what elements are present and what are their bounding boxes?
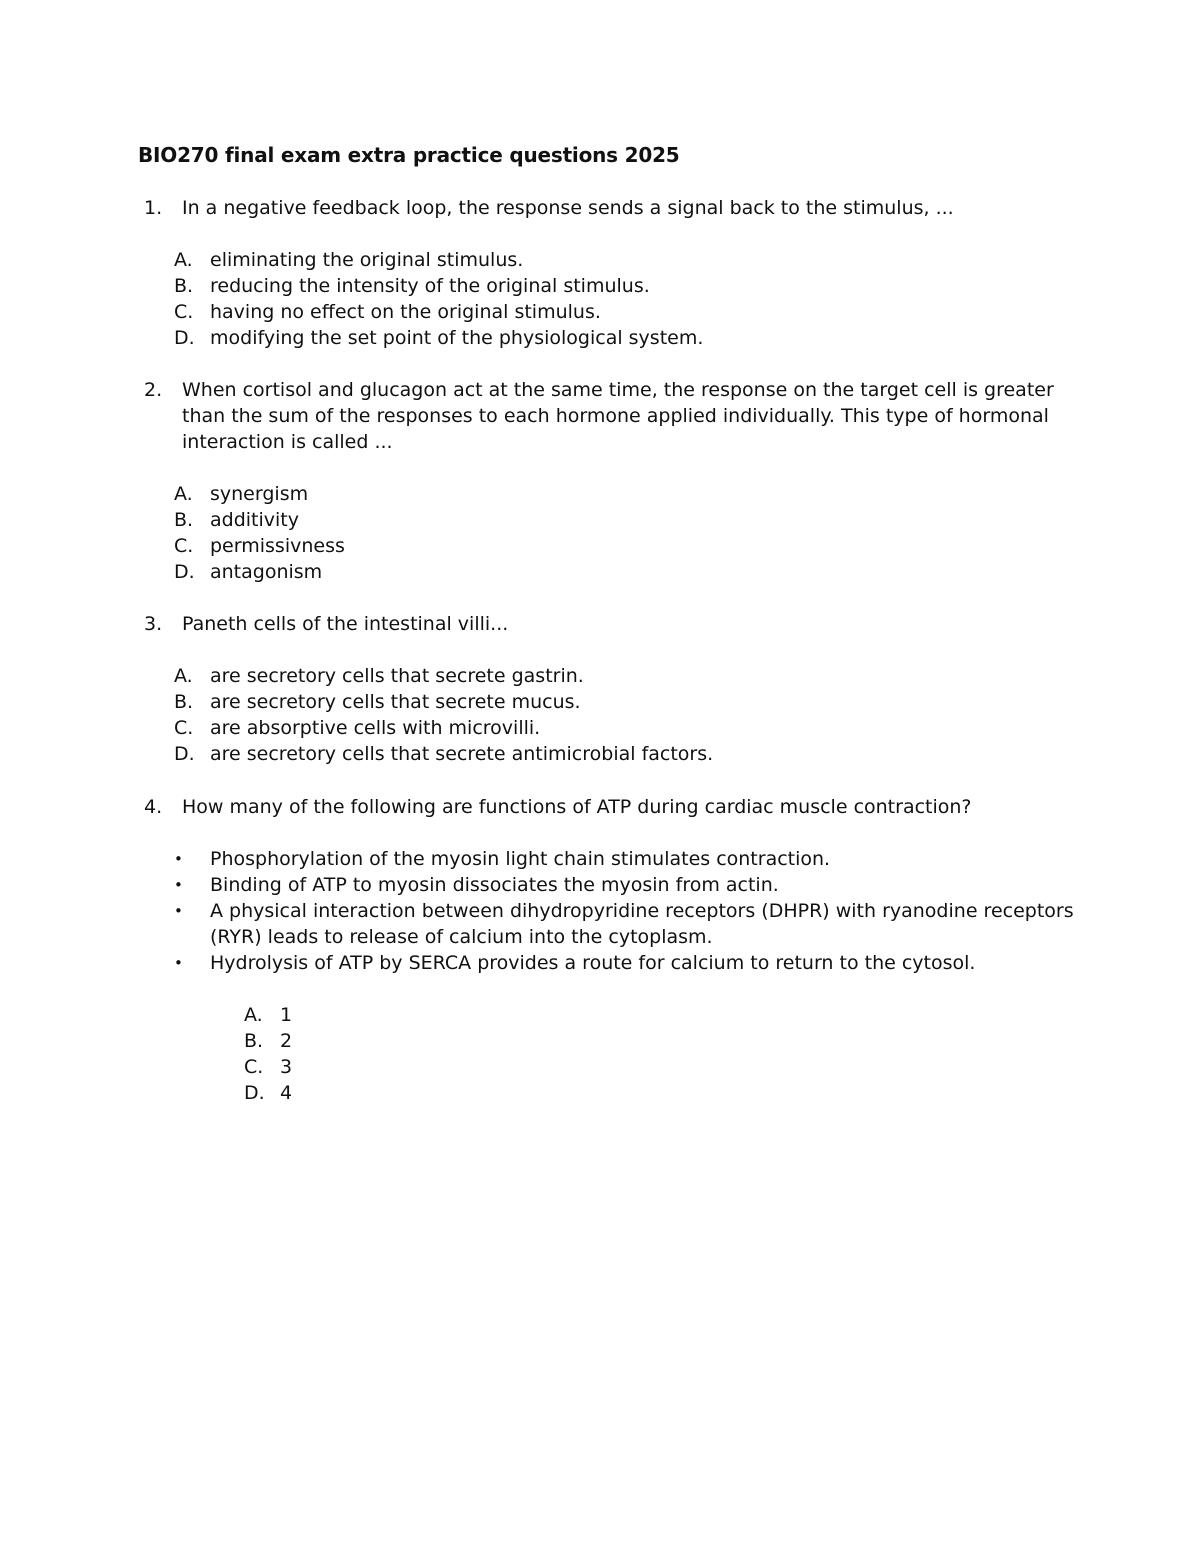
option-a xyxy=(174,247,1074,273)
option-c xyxy=(244,1054,1074,1080)
question-2 xyxy=(144,377,1074,585)
question-4 xyxy=(144,794,1074,1106)
bullet-text: Phosphorylation of the myosin light chain stimulates contraction. xyxy=(210,848,831,870)
option-b xyxy=(174,689,1074,715)
option-letter: D. xyxy=(174,743,195,765)
bullet-item xyxy=(174,898,1074,950)
option-text: are secretory cells that secrete mucus. xyxy=(210,691,581,713)
option-b xyxy=(174,273,1074,299)
option-text: additivity xyxy=(210,509,299,531)
bullet-text: A physical interaction between dihydropyridine receptors (DHPR) with ryanodine receptors (RYR) leads to release of calcium into the cytoplasm. xyxy=(210,900,1074,948)
option-letter: D. xyxy=(174,327,195,349)
option-text: 4 xyxy=(280,1082,293,1104)
option-text: are secretory cells that secrete gastrin. xyxy=(210,665,584,687)
option-letter: A. xyxy=(174,249,193,271)
option-text: 3 xyxy=(280,1056,293,1078)
question-text: When cortisol and glucagon act at the same time, the response on the target cell is greater than the sum of the responses to each hormone applied individually. This type of hormonal interaction is called ... xyxy=(182,379,1054,453)
bullet-text: Binding of ATP to myosin dissociates the myosin from actin. xyxy=(210,874,779,896)
question-number: 4. xyxy=(144,796,163,818)
option-d xyxy=(174,559,1074,585)
bullet-item xyxy=(174,846,1074,872)
option-letter: B. xyxy=(174,509,194,531)
option-letter: D. xyxy=(174,561,195,583)
question-text: How many of the following are functions of ATP during cardiac muscle contraction? xyxy=(182,796,972,818)
option-d xyxy=(174,325,1074,351)
option-text: synergism xyxy=(210,483,309,505)
question-text: In a negative feedback loop, the response sends a signal back to the stimulus, ... xyxy=(182,197,954,219)
option-letter: A. xyxy=(174,665,193,687)
question-3 xyxy=(144,611,1074,767)
option-letter: C. xyxy=(174,301,194,323)
option-letter: D. xyxy=(244,1082,265,1104)
option-text: 1 xyxy=(280,1004,293,1026)
option-letter: C. xyxy=(174,535,194,557)
bullet-icon: • xyxy=(174,902,183,920)
option-text: having no effect on the original stimulus. xyxy=(210,301,601,323)
options-list xyxy=(174,247,1074,351)
option-c xyxy=(174,533,1074,559)
bullet-item xyxy=(174,950,1074,976)
option-text: modifying the set point of the physiological system. xyxy=(210,327,704,349)
bullet-list xyxy=(174,846,1074,976)
option-letter: B. xyxy=(174,691,194,713)
question-number: 2. xyxy=(144,379,163,401)
bullet-icon: • xyxy=(174,876,183,894)
option-b xyxy=(174,507,1074,533)
option-c xyxy=(174,715,1074,741)
bullet-text: Hydrolysis of ATP by SERCA provides a route for calcium to return to the cytosol. xyxy=(210,952,976,974)
option-letter: A. xyxy=(174,483,193,505)
option-d xyxy=(174,741,1074,767)
question-1 xyxy=(144,195,1074,351)
option-text: are absorptive cells with microvilli. xyxy=(210,717,541,739)
bullet-icon: • xyxy=(174,954,183,972)
option-c xyxy=(174,299,1074,325)
option-letter: C. xyxy=(244,1056,264,1078)
option-letter: B. xyxy=(174,275,194,297)
option-text: permissivness xyxy=(210,535,345,557)
options-list xyxy=(244,1002,1074,1106)
option-text: eliminating the original stimulus. xyxy=(210,249,524,271)
question-text: Paneth cells of the intestinal villi... xyxy=(182,613,509,635)
options-list xyxy=(174,481,1074,585)
option-d xyxy=(244,1080,1074,1106)
option-letter: C. xyxy=(174,717,194,739)
question-number: 3. xyxy=(144,613,163,635)
option-letter: A. xyxy=(244,1004,263,1026)
option-text: are secretory cells that secrete antimicrobial factors. xyxy=(210,743,714,765)
option-a xyxy=(174,481,1074,507)
option-b xyxy=(244,1028,1074,1054)
bullet-icon: • xyxy=(174,850,183,868)
option-text: reducing the intensity of the original stimulus. xyxy=(210,275,650,297)
option-letter: B. xyxy=(244,1030,264,1052)
page-title: BIO270 final exam extra practice questions 2025 xyxy=(138,143,680,167)
options-list xyxy=(174,663,1074,767)
option-text: 2 xyxy=(280,1030,293,1052)
option-a xyxy=(174,663,1074,689)
option-text: antagonism xyxy=(210,561,323,583)
bullet-item xyxy=(174,872,1074,898)
question-number: 1. xyxy=(144,197,163,219)
option-a xyxy=(244,1002,1074,1028)
